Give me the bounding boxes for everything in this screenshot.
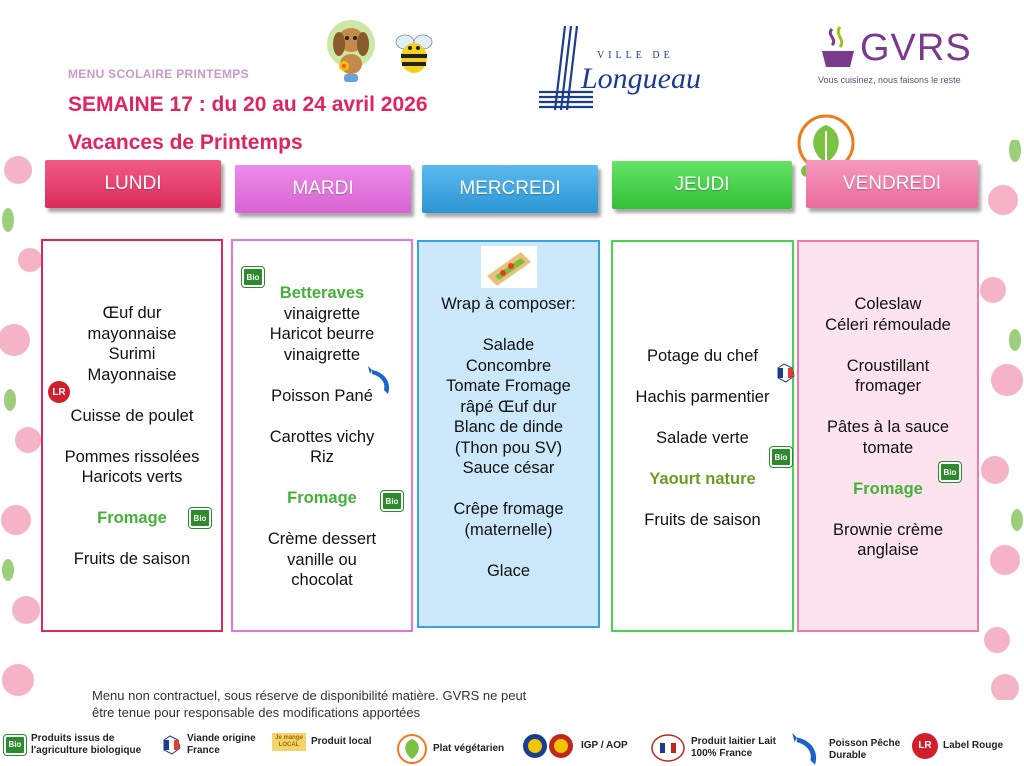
dog-mascot-icon bbox=[322, 14, 380, 84]
menu-column-monday bbox=[41, 239, 223, 632]
menu-item: Poisson Pané bbox=[271, 386, 373, 405]
menu-item: Coleslaw bbox=[854, 295, 922, 313]
day-header-tuesday bbox=[235, 165, 411, 213]
holiday-notice: Vacances de Printemps bbox=[68, 131, 303, 154]
menu-item: Fruits de saison bbox=[73, 550, 191, 568]
legend-label-rouge-label: Label Rouge bbox=[943, 740, 1004, 751]
menu-item: anglaise bbox=[857, 541, 919, 559]
town-name: Longueau bbox=[581, 62, 701, 95]
legend-fish bbox=[790, 733, 910, 766]
legend-igp bbox=[522, 733, 642, 759]
menu-item: Croustillant bbox=[846, 356, 930, 375]
day-label-tuesday: MARDI bbox=[292, 178, 354, 199]
legend-france-meat bbox=[160, 733, 265, 757]
menu-item: Cuisse de poulet bbox=[70, 406, 194, 425]
company-tagline: Vous cuisinez, nous faisons le reste bbox=[818, 75, 961, 85]
menu-item: Potage du chef bbox=[646, 347, 758, 365]
menu-item: Glace bbox=[486, 561, 531, 580]
menu-item: Tomate Fromage bbox=[446, 377, 571, 395]
legend-bio-label: Produits issus de l'agriculture biologique bbox=[31, 733, 142, 756]
menu-item: tomate bbox=[862, 438, 914, 457]
menu-item: Mayonnaise bbox=[87, 365, 177, 384]
day-label-friday: VENDREDI bbox=[842, 173, 942, 194]
bio-icon: Bio bbox=[381, 491, 403, 511]
menu-item-yogurt: Yaourt nature bbox=[649, 470, 756, 488]
wrap-photo-icon bbox=[481, 246, 537, 288]
legend-local-label: Produit local bbox=[311, 736, 372, 747]
menu-item: Carottes vichy bbox=[269, 427, 375, 446]
menu-subtitle: MENU SCOLAIRE PRINTEMPS bbox=[68, 67, 249, 81]
legend-igp-label: IGP / AOP bbox=[581, 740, 628, 751]
day-header-monday bbox=[45, 160, 221, 208]
menu-item: Crème dessert bbox=[267, 530, 377, 548]
company-name: GVRS bbox=[860, 27, 972, 69]
right-flower-border bbox=[975, 140, 1024, 700]
menu-column-friday bbox=[797, 240, 979, 632]
menu-item-cheese: Fromage bbox=[97, 509, 167, 527]
legend-local bbox=[272, 733, 387, 751]
day-label-wednesday: MERCREDI bbox=[459, 178, 561, 199]
menu-item: Wrap à composer: bbox=[441, 295, 576, 313]
day-label-thursday: JEUDI bbox=[674, 174, 730, 195]
label-rouge-icon: LR bbox=[912, 733, 938, 759]
town-prefix: VILLE DE bbox=[597, 50, 674, 61]
legend-milk bbox=[650, 733, 785, 763]
day-header-wednesday bbox=[422, 165, 598, 213]
legend-label-rouge bbox=[912, 733, 1022, 759]
igp-aop-icon bbox=[522, 733, 576, 759]
menu-item: Œuf dur bbox=[102, 304, 162, 322]
local-product-icon: Je mange LOCAL bbox=[272, 733, 306, 751]
menu-item: râpé Œuf dur bbox=[460, 397, 557, 416]
bio-icon: Bio bbox=[4, 735, 26, 755]
menu-item: chocolat bbox=[291, 571, 353, 589]
bio-icon: Bio bbox=[189, 508, 211, 528]
steam-pot-icon bbox=[818, 25, 858, 71]
menu-item: (maternelle) bbox=[464, 520, 553, 539]
label-rouge-icon: LR bbox=[48, 381, 70, 403]
bio-icon: Bio bbox=[242, 267, 264, 287]
sustainable-fish-icon bbox=[790, 733, 824, 766]
day-header-friday bbox=[806, 160, 978, 208]
legend-vegetarian-label: Plat végétarien bbox=[433, 743, 505, 754]
menu-item-beets: Betteraves bbox=[279, 284, 365, 302]
bio-icon: Bio bbox=[770, 447, 792, 467]
day-header-thursday bbox=[612, 161, 792, 209]
menu-item: Céleri rémoulade bbox=[825, 315, 951, 334]
menu-item: Brownie crème bbox=[832, 520, 944, 539]
menu-item: Salade bbox=[482, 336, 535, 354]
disclaimer: Menu non contractuel, sous réserve de disponibilité matière. GVRS ne peut être tenue pour responsable des modifications apportées bbox=[92, 688, 527, 720]
menu-item: Concombre bbox=[465, 356, 552, 375]
menu-item: Pommes rissolées bbox=[64, 447, 200, 466]
vegetarian-leaf-icon bbox=[396, 733, 428, 765]
menu-item: Crêpe fromage bbox=[453, 500, 564, 518]
menu-item: vinaigrette bbox=[283, 304, 361, 323]
menu-column-tuesday bbox=[231, 239, 413, 632]
menu-item: vinaigrette bbox=[283, 345, 361, 364]
legend-france-meat-label: Viande origine France bbox=[187, 733, 256, 756]
menu-column-wednesday bbox=[417, 240, 600, 628]
menu-item: Sauce césar bbox=[462, 459, 555, 477]
menu-item: Haricots verts bbox=[81, 468, 183, 486]
menu-item: Surimi bbox=[108, 345, 156, 363]
menu-item: (Thon pou SV) bbox=[454, 438, 563, 457]
menu-item: Salade verte bbox=[656, 429, 749, 447]
legend-bio bbox=[4, 733, 154, 757]
menu-item: Haricot beurre bbox=[269, 325, 375, 343]
sustainable-fish-icon bbox=[366, 366, 396, 396]
menu-item: fromager bbox=[854, 377, 922, 395]
day-label-monday: LUNDI bbox=[104, 173, 162, 194]
bio-icon: Bio bbox=[939, 462, 961, 482]
menu-item: Blanc de dinde bbox=[453, 418, 564, 436]
legend-milk-label: Produit laitier Lait 100% France bbox=[691, 736, 777, 759]
french-milk-icon bbox=[650, 733, 686, 763]
menu-item: mayonnaise bbox=[87, 324, 177, 343]
menu-item: vanille ou bbox=[287, 550, 357, 569]
menu-item-cheese: Fromage bbox=[853, 479, 923, 498]
france-origin-icon bbox=[774, 362, 796, 384]
company-logo bbox=[818, 25, 978, 95]
menu-item: Fruits de saison bbox=[644, 511, 761, 529]
menu-item: Hachis parmentier bbox=[635, 388, 770, 406]
menu-item: Riz bbox=[310, 448, 334, 466]
menu-item-cheese: Fromage bbox=[287, 489, 357, 507]
france-origin-icon bbox=[160, 734, 182, 756]
legend-fish-label: Poisson Pêche Durable bbox=[829, 738, 901, 761]
bee-mascot-icon bbox=[392, 28, 436, 76]
town-logo bbox=[535, 22, 720, 114]
week-title: SEMAINE 17 : du 20 au 24 avril 2026 bbox=[68, 93, 428, 116]
menu-item: Pâtes à la sauce bbox=[827, 418, 949, 436]
menu-column-thursday bbox=[611, 240, 794, 632]
legend-vegetarian bbox=[396, 733, 521, 765]
